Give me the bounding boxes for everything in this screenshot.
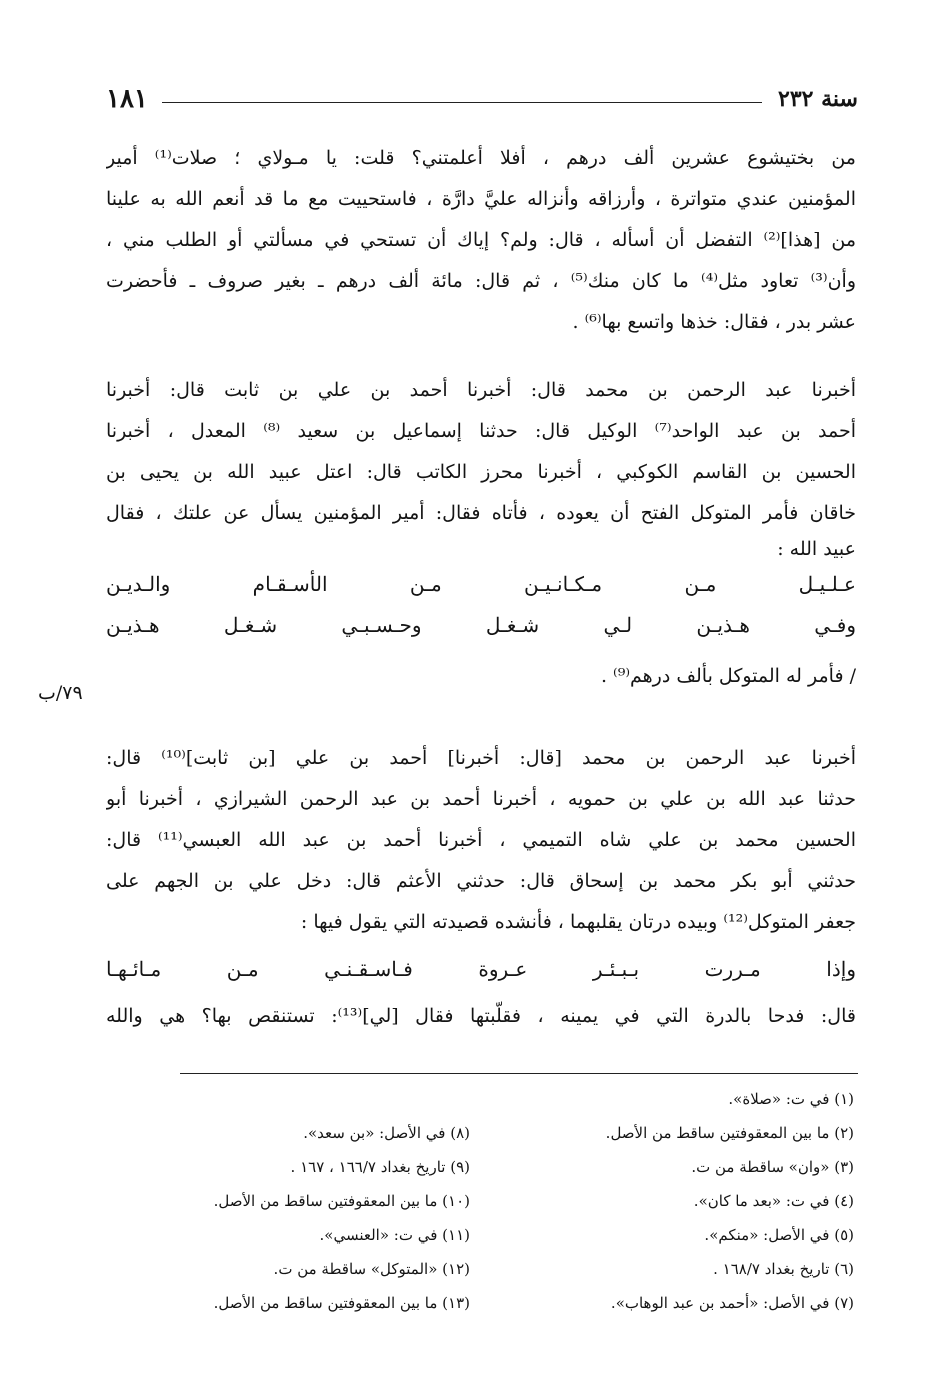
paragraph-3: [106, 738, 856, 1037]
text-line: عبيد الله :: [777, 538, 856, 560]
paragraph-2: [106, 370, 856, 697]
page-number: ١٨١: [106, 84, 148, 114]
verse-line: وإذا مـررت بـبـئـر عـروة فـاسـقـنـي مـن مـائـهـا: [106, 957, 856, 981]
text-line: / فأمر له المتوكل بألف درهم⁽⁹⁾ .: [600, 665, 856, 687]
paragraph-1: [106, 138, 856, 343]
footnote: (٢) ما بين المعقوفتين ساقط من الأصل.: [605, 1124, 854, 1142]
footnote: (٩) تاريخ بغداد ١٦٦/٧ ، ١٦٧ .: [290, 1158, 470, 1176]
footnote: (١٠) ما بين المعقوفتين ساقط من الأصل.: [213, 1192, 470, 1210]
text-line: قال: فدحا بالدرة التي في يمينه ، فقلّبتها فقال [لي]⁽¹³⁾: تستنقص بها؟ هي والله: [106, 1005, 856, 1027]
running-header: [100, 86, 858, 120]
text-line: وأن⁽³⁾ تعاود مثل⁽⁴⁾ ما كان منك⁽⁵⁾ ، ثم قال: مائة ألف درهم ـ بغير صروف ـ فأحضرت: [106, 270, 856, 292]
footnote: (٤) في ت: «بعد ما كان».: [693, 1192, 854, 1210]
header-rule: [162, 102, 762, 103]
footnote-rule: [180, 1073, 858, 1074]
footnotes-left-column: [170, 1116, 470, 1320]
text-line: المؤمنين عندي متواترة ، وأرزاقه وأنزاله عليَّ دارَّة ، فاستحييت مع ما قد أنعم الله به علينا: [106, 188, 856, 210]
footnote: (٥) في الأصل: «منكم».: [704, 1226, 854, 1244]
text-line: أحمد بن عبد الواحد⁽⁷⁾ الوكيل قال: حدثنا إسماعيل بن سعيد ⁽⁸⁾ المعدل ، أخبرنا: [106, 420, 856, 442]
footnote: (١) في ت: «صلاة».: [728, 1090, 854, 1108]
text-line: خاقان فأمر المتوكل الفتح أن يعوده ، فأتاه فقال: أمير المؤمنين يسأل عن علتك ، فقال: [106, 502, 856, 524]
text-line: حدثني أبو بكر محمد بن إسحاق قال: حدثني الأعثم قال: دخل علي بن الجهم على: [106, 870, 856, 892]
footnote: (١٢) «المتوكل» ساقطة من ت.: [273, 1260, 470, 1278]
footnote: (١١) في ت: «العنسي».: [319, 1226, 470, 1244]
text-line: من بختيشوع عشرين ألف درهم ، أفلا أعلمتني؟ قلت: يا مـولاي ؛ صلات⁽¹⁾ أمير: [106, 147, 856, 169]
footnote: (٦) تاريخ بغداد ١٦٨/٧ .: [713, 1260, 854, 1278]
margin-folio-note: ٧٩/ب: [38, 682, 83, 704]
footnotes-right-column: [524, 1082, 854, 1320]
verse-line: وفـي هـذيـن لـي شـغـل وحـسـبـي شـغـل هـذيـن: [106, 613, 856, 637]
verse-line: عـلـيـل مـن مـكـانـيـن مـن الأسـقـام والـديـن: [106, 572, 856, 596]
footnote: (٧) في الأصل: «أحمد بن عبد الوهاب».: [610, 1294, 854, 1312]
text-line: الحسين بن القاسم الكوكبي ، أخبرنا محرز الكاتب قال: اعتل عبيد الله بن يحيى بن: [106, 461, 856, 483]
text-line: حدثنا عبد الله بن علي بن حمويه ، أخبرنا أحمد بن عبد الرحمن الشيرازي ، أخبرنا أبو: [106, 788, 856, 810]
text-line: جعفر المتوكل⁽¹²⁾ وبيده درتان يقلبهما ، فأنشده قصيدته التي يقول فيها :: [300, 911, 856, 933]
text-line: أخبرنا عبد الرحمن بن محمد قال: أخبرنا أحمد بن علي بن ثابت قال: أخبرنا: [106, 379, 856, 401]
text-line: عشر بدر ، فقال: خذها واتسع بها⁽⁶⁾ .: [572, 311, 856, 333]
text-line: الحسين محمد بن علي شاه التميمي ، أخبرنا أحمد بن عبد الله العبسي⁽¹¹⁾ قال:: [106, 829, 856, 851]
footnote: (١٣) ما بين المعقوفتين ساقط من الأصل.: [213, 1294, 470, 1312]
footnote: (٨) في الأصل: «بن سعد».: [303, 1124, 470, 1142]
text-line: أخبرنا عبد الرحمن بن محمد [قال: أخبرنا] أحمد بن علي [بن ثابت]⁽¹⁰⁾ قال:: [106, 747, 856, 769]
text-line: من [هذا]⁽²⁾ التفضل أن أسأله ، قال: ولم؟ إياك أن تستحي في مسألتي أو الطلب مني ،: [106, 229, 856, 251]
running-header-year: سنة ٢٣٢: [778, 86, 858, 112]
footnote: (٣) «وان» ساقطة من ت.: [691, 1158, 854, 1176]
